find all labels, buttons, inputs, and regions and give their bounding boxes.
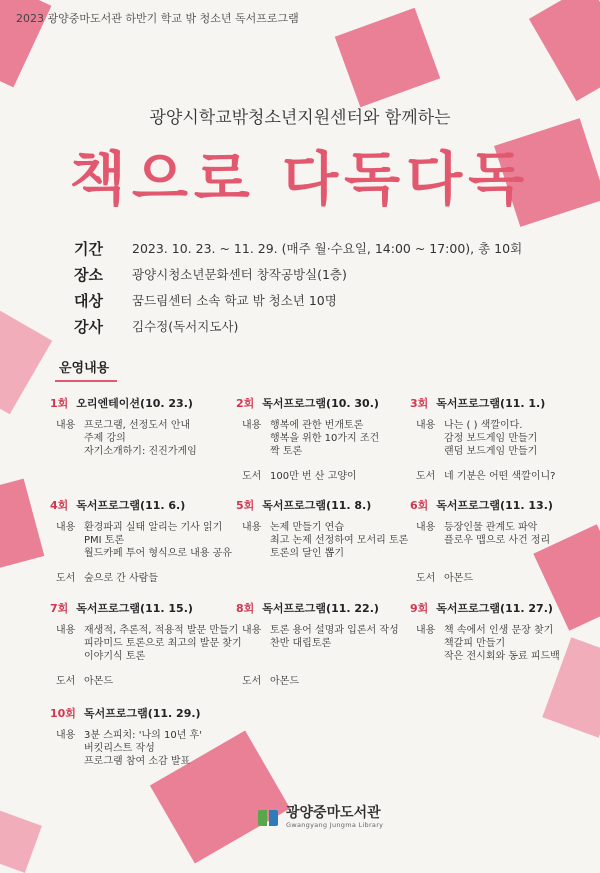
session-number: 1회	[50, 397, 69, 410]
session-book	[50, 672, 113, 687]
session-header	[410, 395, 585, 411]
session-card	[50, 600, 242, 695]
book-label: 도서	[56, 573, 76, 584]
content-line: 나는 ( ) 색깔이다.	[444, 420, 523, 431]
content-label: 내용	[242, 522, 262, 533]
session-number: 10회	[50, 707, 76, 720]
session-header	[50, 395, 225, 411]
session-card	[236, 600, 411, 695]
info-row-target	[74, 287, 522, 313]
content-line: 토론의 달인 뽑기	[270, 548, 344, 559]
subtitle: 광양시학교밖청소년지원센터와 함께하는	[149, 108, 451, 128]
decor-note	[0, 311, 52, 415]
content-line: 행복에 관한 번개토론	[270, 420, 364, 431]
info-block	[74, 235, 522, 339]
content-line: 프로그램 참여 소감 발표	[84, 756, 191, 767]
session-content	[236, 521, 411, 560]
book-title: 아몬드	[84, 676, 113, 687]
info-key: 강사	[74, 317, 103, 336]
session-number: 7회	[50, 602, 69, 615]
info-value: 광양시청소년문화센터 창작공방실(1층)	[132, 267, 347, 282]
book-title: 아몬드	[444, 573, 473, 584]
session-card	[236, 497, 411, 592]
decor-note	[529, 0, 600, 101]
decor-note	[335, 8, 441, 108]
content-label: 내용	[56, 522, 76, 533]
session-number: 2회	[236, 397, 255, 410]
session-title: 독서프로그램(11. 1.)	[436, 397, 546, 410]
session-title: 독서프로그램(11. 29.)	[83, 707, 201, 720]
session-content	[236, 624, 411, 650]
content-line: 등장인물 관계도 파악	[444, 522, 538, 533]
session-book	[410, 467, 555, 482]
content-line: 버킷리스트 작성	[84, 743, 155, 754]
session-title: 독서프로그램(11. 6.)	[76, 499, 186, 512]
content-line: 책갈피 만들기	[444, 638, 506, 649]
info-row-place	[74, 261, 522, 287]
session-header	[50, 497, 225, 513]
session-header	[236, 395, 411, 411]
book-label: 도서	[56, 676, 76, 687]
session-content	[50, 624, 242, 663]
session-content	[410, 624, 585, 663]
top-label: 2023 광양중마도서관 하반기 학교 밖 청소년 독서프로그램	[16, 12, 299, 25]
info-value: 2023. 10. 23. ~ 11. 29. (매주 월·수요일, 14:00 ~ 17:00), 총 10회	[132, 241, 523, 256]
book-logo-icon	[258, 808, 280, 828]
session-card	[50, 497, 232, 592]
content-line: 이야기식 토론	[84, 651, 146, 662]
library-name: 광양중마도서관	[286, 805, 381, 821]
section-title: 운영내용	[55, 357, 117, 382]
content-line: 환경파괴 실태 알리는 기사 읽기	[84, 522, 223, 533]
session-title: 독서프로그램(11. 27.)	[436, 602, 553, 615]
content-label: 내용	[242, 625, 262, 636]
session-header	[50, 600, 225, 616]
session-content	[410, 521, 585, 547]
content-line: 주제 강의	[84, 433, 126, 444]
session-content	[410, 419, 585, 458]
session-title: 오리엔테이션(10. 23.)	[76, 397, 193, 410]
info-key: 대상	[74, 291, 103, 310]
book-label: 도서	[242, 676, 262, 687]
info-value: 김수정(독서지도사)	[132, 319, 239, 334]
content-line: 재생적, 추론적, 적용적 발문 만들기	[84, 625, 239, 636]
session-content	[50, 419, 225, 458]
info-key: 기간	[74, 239, 103, 258]
content-line: 프로그램, 선정도서 안내	[84, 420, 191, 431]
session-book	[236, 672, 299, 687]
session-title: 독서프로그램(11. 8.)	[262, 499, 372, 512]
session-header	[50, 705, 225, 721]
content-line: 짝 토론	[270, 446, 303, 457]
session-header	[410, 600, 585, 616]
content-line: 감정 보드게임 만들기	[444, 433, 538, 444]
content-line: 토론 용어 설명과 입론서 작성	[270, 625, 399, 636]
session-card	[50, 705, 225, 800]
book-label: 도서	[416, 573, 436, 584]
book-label: 도서	[416, 471, 436, 482]
session-content	[50, 521, 232, 560]
session-title: 독서프로그램(10. 30.)	[262, 397, 379, 410]
session-header	[236, 497, 411, 513]
session-card	[236, 395, 411, 490]
session-number: 4회	[50, 499, 69, 512]
content-label: 내용	[56, 420, 76, 431]
session-number: 6회	[410, 499, 429, 512]
content-label: 내용	[56, 730, 76, 741]
session-number: 9회	[410, 602, 429, 615]
session-book	[50, 569, 158, 584]
content-label: 내용	[416, 420, 436, 431]
session-card	[410, 600, 585, 695]
content-line: 찬반 대립토론	[270, 638, 332, 649]
book-title: 아몬드	[270, 676, 299, 687]
library-logo	[258, 806, 383, 829]
content-line: 행복을 위한 10가지 조건	[270, 433, 380, 444]
session-number: 8회	[236, 602, 255, 615]
content-line: 논제 만들기 연습	[270, 522, 344, 533]
content-line: 작은 전시회와 동료 피드백	[444, 651, 560, 662]
library-name-en: Gwangyang Jungma Library	[286, 821, 384, 829]
info-value: 꿈드림센터 소속 학교 밖 청소년 10명	[132, 293, 337, 308]
info-key: 장소	[74, 265, 103, 284]
book-title: 숲으로 간 사람들	[84, 573, 158, 584]
content-line: 랜덤 보드게임 만들기	[444, 446, 538, 457]
content-line: 플로우 맵으로 사건 정리	[444, 535, 551, 546]
book-title: 100만 번 산 고양이	[270, 471, 357, 482]
content-line: 3분 스피치: '나의 10년 후'	[84, 730, 202, 741]
content-line: 자기소개하기: 진진가게임	[84, 446, 197, 457]
session-book	[236, 467, 357, 482]
book-title: 네 기분은 어떤 색깔이니?	[444, 471, 556, 482]
book-label: 도서	[242, 471, 262, 482]
session-card	[410, 497, 585, 592]
session-title: 독서프로그램(11. 15.)	[76, 602, 193, 615]
session-book	[410, 569, 473, 584]
session-number: 3회	[410, 397, 429, 410]
info-row-period	[74, 235, 522, 261]
session-number: 5회	[236, 499, 255, 512]
decor-note	[0, 479, 44, 572]
content-label: 내용	[56, 625, 76, 636]
session-card	[50, 395, 225, 490]
session-card	[410, 395, 585, 490]
content-line: 피라미드 토론으로 최고의 발문 찾기	[84, 638, 242, 649]
session-title: 독서프로그램(11. 22.)	[262, 602, 379, 615]
page-title: 책으로 다독다독	[69, 145, 531, 213]
content-label: 내용	[416, 625, 436, 636]
content-line: 최고 논제 선정하여 모서리 토론	[270, 535, 409, 546]
session-title: 독서프로그램(11. 13.)	[436, 499, 553, 512]
content-line: 월드카페 투어 형식으로 내용 공유	[84, 548, 232, 559]
session-header	[236, 600, 411, 616]
session-content	[50, 729, 225, 768]
content-label: 내용	[242, 420, 262, 431]
session-header	[410, 497, 585, 513]
content-line: 책 속에서 인생 문장 찾기	[444, 625, 554, 636]
decor-note	[0, 807, 42, 873]
session-content	[236, 419, 411, 458]
content-line: PMI 토론	[84, 535, 125, 546]
info-row-instructor	[74, 313, 522, 339]
content-label: 내용	[416, 522, 436, 533]
